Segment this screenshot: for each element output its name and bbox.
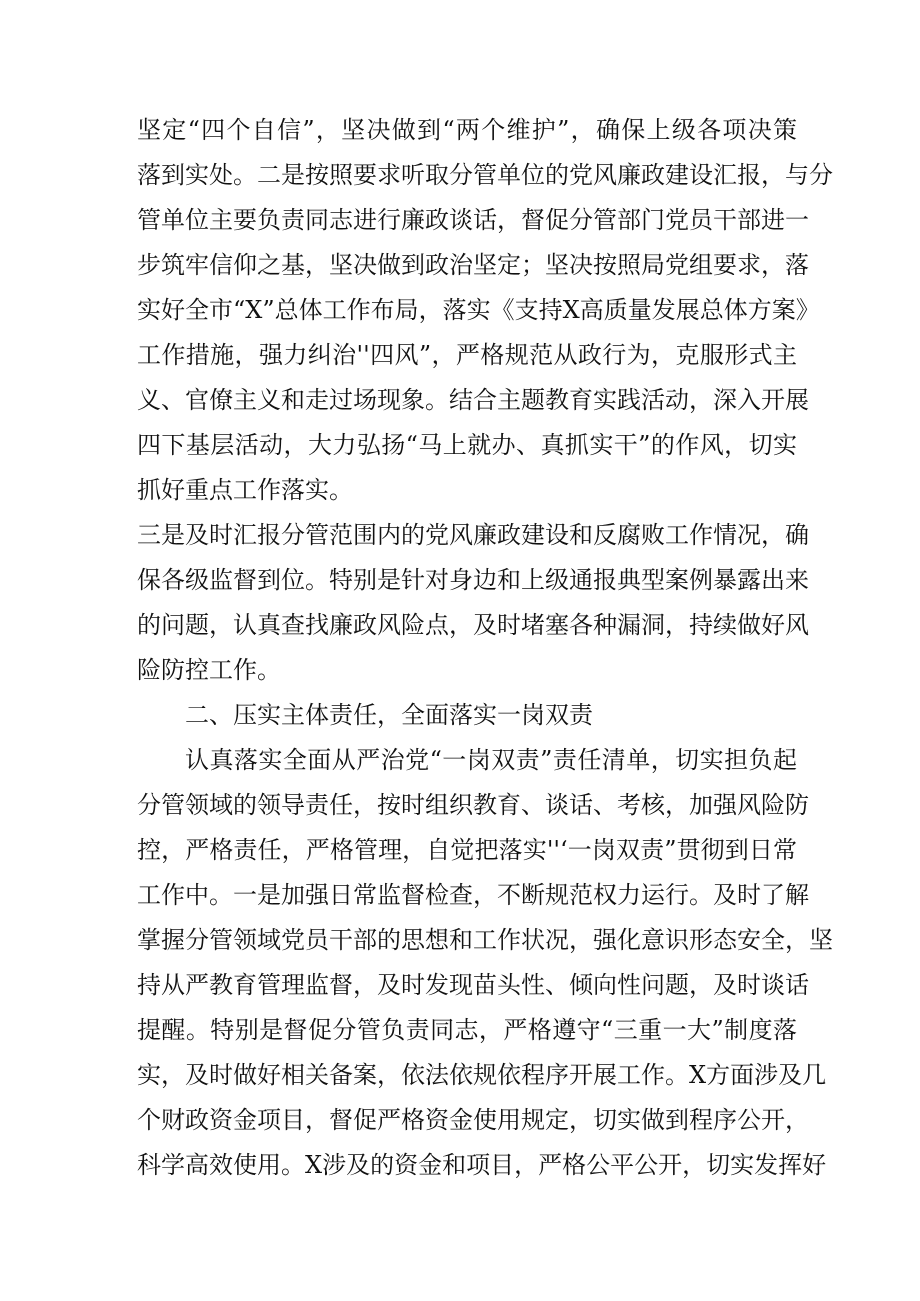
paragraph-1-line-5: 实好全市“X”总体工作布局，落实《支持X高质量发展总体方案》: [137, 296, 820, 324]
paragraph-1-line-8: 四下基层活动，大力弘扬“马上就办、真抓实干”的作风，切实: [137, 431, 797, 459]
paragraph-1-line-7: 义、官僚主义和走过场现象。结合主题教育实践活动，深入开展: [137, 386, 809, 414]
paragraph-1-line-3: 管单位主要负责同志进行廉政谈话，督促分管部门党员干部进一: [137, 206, 809, 234]
paragraph-3-line-7: 提醒。特别是督促分管负责同志，严格遵守“三重一大”制度落: [137, 1016, 797, 1044]
paragraph-3-line-1: 认真落实全面从严治党“一岗双责”责任清单，切实担负起: [185, 746, 797, 774]
paragraph-1-line-6: 工作措施，强力纠治''四风”，严格规范从政行为，克服形式主: [137, 341, 797, 369]
paragraph-1-line-4: 步筑牢信仰之基，坚决做到政治坚定；坚决按照局党组要求，落: [137, 251, 809, 279]
paragraph-3-line-2: 分管领域的领导责任，按时组织教育、谈话、考核，加强风险防: [137, 791, 809, 819]
paragraph-3-line-6: 持从严教育管理监督，及时发现苗头性、倾向性问题，及时谈话: [137, 971, 809, 999]
paragraph-1-line-1: 坚定“四个自信”，坚决做到“两个维护”，确保上级各项决策: [137, 116, 797, 144]
paragraph-3-line-3: 控，严格责任，严格管理，自觉把落实''‘一岗双责”贯彻到日常: [137, 836, 797, 864]
paragraph-3-line-5: 掌握分管领域党员干部的思想和工作状况，强化意识形态安全，坚: [137, 926, 833, 954]
paragraph-1-line-9: 抓好重点工作落实。: [137, 476, 353, 504]
section-heading: 二、压实主体责任，全面落实一岗双责: [185, 701, 593, 729]
paragraph-1-line-2: 落到实处。二是按照要求听取分管单位的党风廉政建设汇报，与分: [137, 161, 833, 189]
paragraph-3-line-4: 工作中。一是加强日常监督检查，不断规范权力运行。及时了解: [137, 881, 809, 909]
paragraph-3-line-10: 科学高效使用。X涉及的资金和项目，严格公平公开，切实发挥好: [137, 1151, 827, 1179]
paragraph-2-line-1: 三是及时汇报分管范围内的党风廉政建设和反腐败工作情况，确: [137, 521, 809, 549]
paragraph-3-line-9: 个财政资金项目，督促严格资金使用规定，切实做到程序公开，: [137, 1106, 809, 1134]
paragraph-3-line-8: 实，及时做好相关备案，依法依规依程序开展工作。X方面涉及几: [137, 1061, 827, 1089]
paragraph-2-line-3: 的问题，认真查找廉政风险点，及时堵塞各种漏洞，持续做好风: [137, 611, 809, 639]
paragraph-2-line-4: 险防控工作。: [137, 656, 281, 684]
paragraph-2-line-2: 保各级监督到位。特别是针对身边和上级通报典型案例暴露出来: [137, 566, 809, 594]
